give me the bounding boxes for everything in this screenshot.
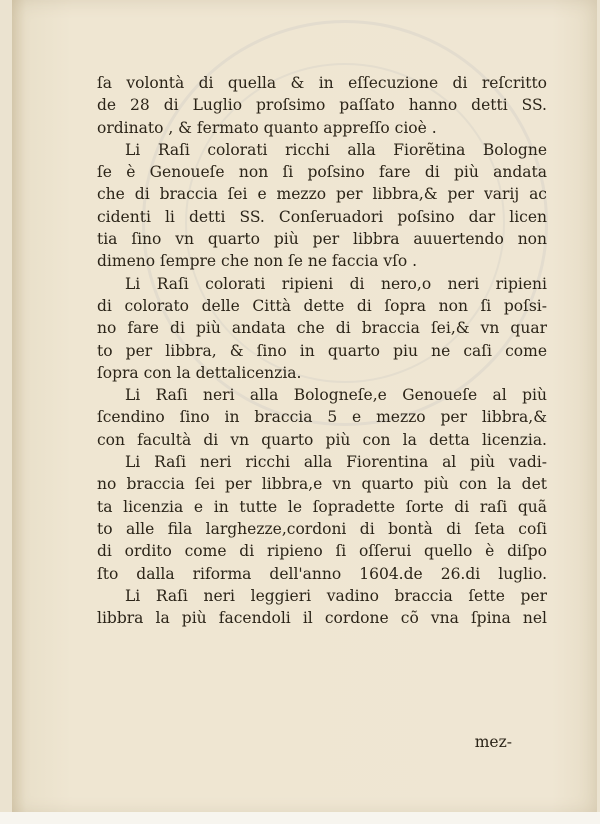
text-line: Li Raſi colorati ricchi alla Fiorẽtina Bologne — [125, 140, 547, 159]
text-line: no braccia ſei per libbra,e vn quarto più con la det — [97, 475, 547, 494]
body-text — [97, 72, 547, 629]
text-line: Li Raſi neri leggieri vadino braccia ſette per — [125, 586, 547, 605]
text-line: di colorato delle Città dette di ſopra non ſi poſsi- — [97, 296, 547, 315]
text-line: ordinato , & fermato quanto appreſſo cioè . — [97, 118, 437, 137]
text-line: ſa volontà di quella & in eſſecuzione di reſcritto — [97, 74, 547, 92]
text-line: de 28 di Luglio proſsimo paſſato hanno detti SS. — [97, 96, 547, 115]
text-line: ſcendino ſino in braccia 5 e mezzo per libbra,& — [97, 408, 547, 427]
text-line: Li Raſi neri ricchi alla Fiorentina al più vadi- — [125, 453, 547, 472]
text-line: to alle fila larghezze,cordoni di bontà di ſeta coſi — [97, 519, 547, 538]
text-line: che di braccia ſei e mezzo per libbra,& per varij ac — [97, 185, 547, 204]
text-line: ta licenzia e in tutte le ſopradette ſorte di raſi quã — [97, 497, 547, 516]
text-line: ſe è Genoueſe non ſi poſsino fare di più andata — [97, 163, 547, 182]
text-line: tia ſino vn quarto più per libbra auuertendo non — [97, 230, 547, 249]
text-line: ſto dalla riforma dell'anno 1604.de 26.di luglio. — [97, 564, 547, 583]
text-line: cidenti li detti SS. Conſeruadori poſsino dar licen — [97, 207, 547, 226]
catchword: mez- — [474, 733, 512, 751]
text-line: Li Raſi neri alla Bologneſe,e Genoueſe al più — [125, 386, 547, 405]
text-line: no fare di più andata che di braccia ſei,& vn quar — [97, 319, 547, 338]
text-line: Li Raſi colorati ripieni di nero,o neri ripieni — [125, 274, 547, 293]
text-line: dimeno ſempre che non ſe ne faccia vſo . — [97, 252, 418, 271]
text-line: con facultà di vn quarto più con la detta licenzia. — [97, 430, 547, 449]
scan-margin — [0, 812, 600, 824]
text-line: ſopra con la dettalicenzia. — [97, 363, 302, 382]
text-line: libbra la più facendoli il cordone cõ vna ſpina nel — [97, 609, 547, 628]
text-line: di ordito come di ripieno ſi oſſerui quello è diſpo — [97, 542, 547, 561]
text-line: to per libbra, & ſino in quarto piu ne caſi come — [97, 341, 547, 360]
